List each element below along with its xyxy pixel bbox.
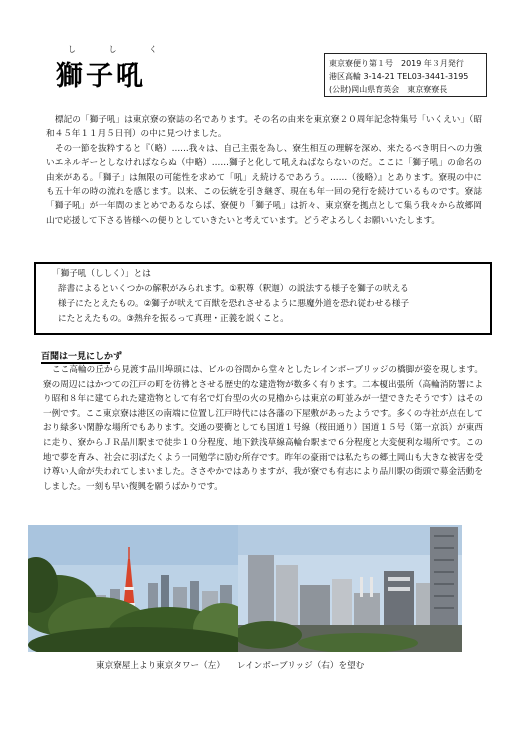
photo-caption: [96, 659, 364, 671]
intro-paragraph-1: 標記の「獅子吼」は東京寮の寮誌の名であります。その名の由来を東京寮２０周年記念特集号「いくえい」（昭和４５年１１月５日刊）の中に見つけました。: [46, 115, 482, 140]
definition-box: [34, 262, 492, 335]
ruby-char: く: [149, 45, 158, 54]
section-body: [43, 363, 483, 494]
definition-line: にたとえたもの。③熱弁を振るって真理・正義を説くこと。: [58, 314, 289, 324]
intro-section: [46, 113, 482, 228]
intro-paragraph-2: その一節を抜粋すると『（略）……我々は、自己主張を為し、寮生相互の理解を深め、来たるべき明日への力強いエネルギーとしなければならぬ（中略）……獅子と化して吼えねばならないのだ。ここに「獅子吼」の命名の由来がある。「獅子」は無限の可能性を求めて「吼」え続けるであろう。……（後略）』とあります。寮現の中にも五十年の時の流れを感じます。以来、この伝統を引き継ぎ、現在も年一回の発行を続けているものです。寮誌「獅子吼」が一年間のまとめであるならば、寮便り「獅子吼」は折々、東京寮を拠点として集う我々から故郷岡山で応援して下さる皆様への便りとしていきたいと考えています。どうぞよろしくお願いいたします。: [46, 143, 482, 226]
tokyo-tower-photo-image: [28, 525, 238, 652]
ruby-char: し: [108, 45, 118, 54]
definition-title: 「獅子吼（ししく）」とは: [52, 269, 151, 279]
publisher-line: (公財)岡山県育英会 東京寮寮長: [329, 85, 448, 94]
rainbow-bridge-photo-image: [238, 525, 462, 652]
tokyo-tower-photo: [28, 525, 238, 652]
rainbow-bridge-photo: [238, 525, 462, 652]
newsletter-title: 獅子吼: [56, 61, 146, 92]
section-heading: 百聞は一見にしかず: [41, 352, 123, 362]
issue-line: 東京寮便り第１号 2019 年３月発行: [329, 59, 464, 68]
caption-right: レインボーブリッジ（右）を望む: [236, 661, 365, 671]
section-paragraph: ここ高輪の丘から見渡す品川埠頭には、ビルの谷間から堂々としたレインボーブリッジの橋脚が姿を現します。寮の周辺にはかつての江戸の町を彷彿とさせる歴史的な建造物が数多く有ります。二本榎出張所（高輪消防署により昭和８年に建てられた建造物として有名で灯台型の火の見櫓からは東京の町並みが一望できたそうです）はその一例です。ここ東京寮は港区の南端に位置し江戸時代には各藩の下屋敷があったようです。多くの寺社が点在しており緑多い閑静な場所でもあります。交通の要衝としても国道１号線（桜田通り）国道１５号（第一京浜）が東西に走り、寮からＪＲ品川駅まで徒歩１０分程度、地下鉄浅草線高輪台駅まで６分程度と大変便利な場所です。この地で夢を育み、社会に羽ばたくよう一同勉学に励む所存です。昨年の豪雨では私たちの郷土岡山も大きな被害を受け尊い人命が失われてしまいました。ささやかではありますが、我が寮でも有志により品川駅の街頭で募金活動をしました。一刻も早い復興を願うばかりです。: [43, 365, 483, 492]
issue-info-box: [324, 53, 487, 97]
address-line: 港区高輪 3-14-21 TEL03-3441-3195: [329, 72, 469, 81]
caption-left: 東京寮屋上より東京タワー（左）: [96, 661, 225, 671]
ruby-char: し: [68, 45, 77, 54]
definition-line: 辞書によるといくつかの解釈がみられます。①釈尊（釈迦）の説法する様子を獅子の吠える: [58, 284, 409, 294]
definition-line: 様子にたとえたもの。②獅子が吠えて百獣を恐れさせるように悪魔外道を恐れ従わせる様子: [58, 299, 410, 309]
title-block: [52, 44, 162, 104]
